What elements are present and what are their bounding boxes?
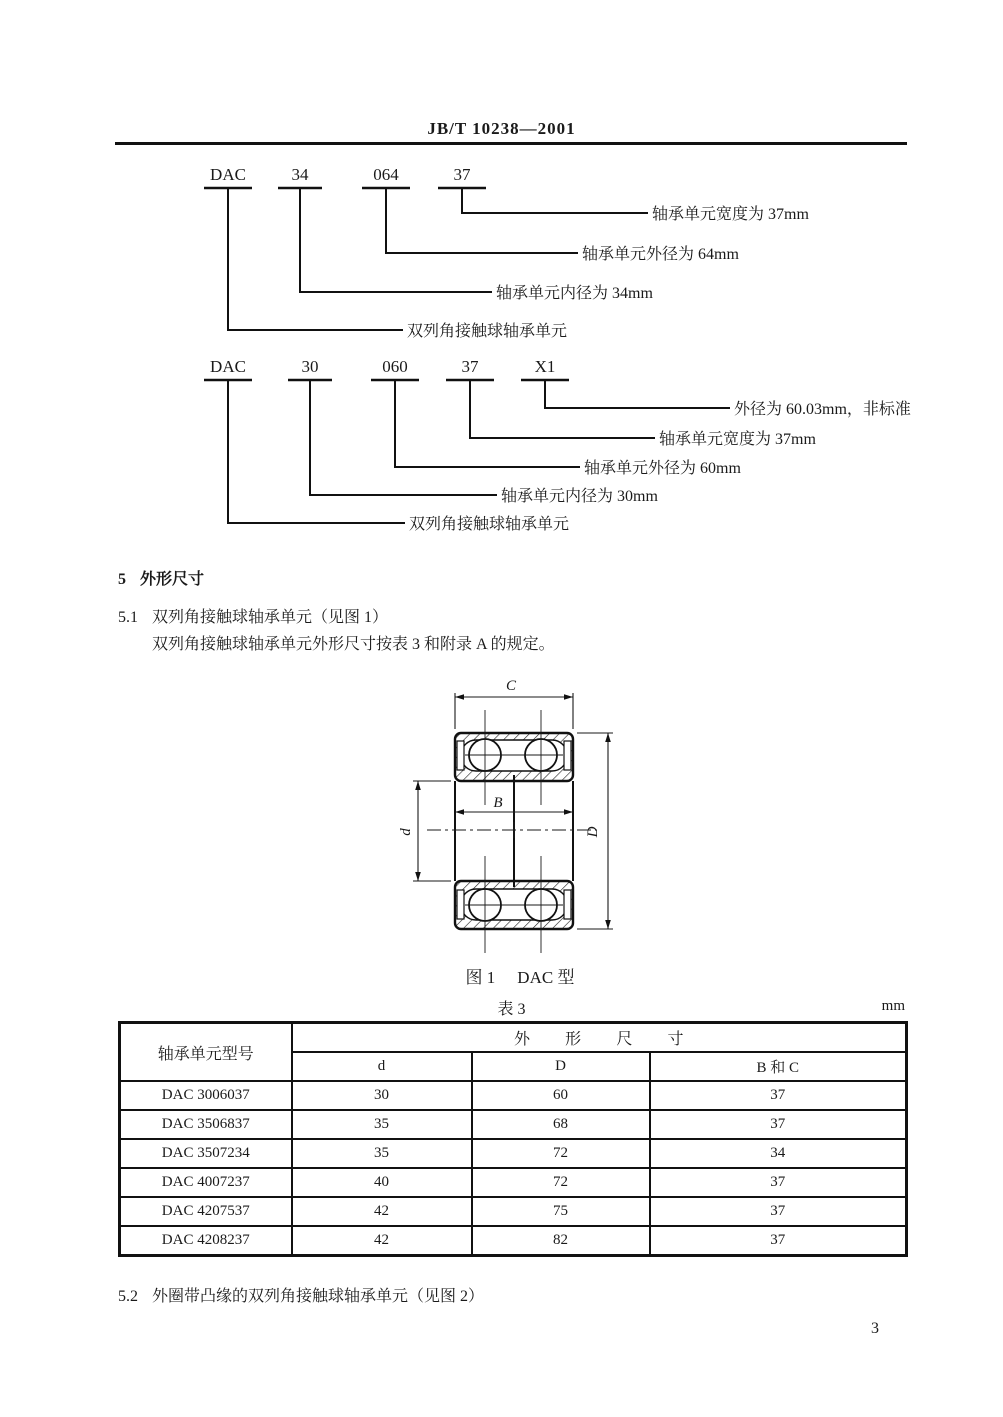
dimension-label-b: B <box>493 795 503 811</box>
figure-1-bearing-drawing <box>365 670 655 965</box>
code-token: 37 <box>461 357 479 376</box>
code-meaning-label: 轴承单元外径为 64mm <box>582 246 739 263</box>
section-5-2-heading <box>118 1283 484 1306</box>
section-number: 5 <box>118 571 126 588</box>
seal <box>457 741 464 770</box>
code-meaning-label: 轴承单元外径为 60mm <box>584 460 741 477</box>
table-row <box>120 1226 907 1256</box>
cell-D: 72 <box>472 1168 650 1197</box>
section-number: 5.2 <box>118 1288 138 1305</box>
cell-model: DAC 4007237 <box>120 1168 292 1197</box>
section-title: 外形尺寸 <box>140 571 205 588</box>
code-token: DAC <box>210 165 246 184</box>
seal <box>457 890 464 919</box>
cell-bc: 37 <box>650 1110 907 1139</box>
code-meaning-label: 双列角接触球轴承单元 <box>409 516 570 533</box>
cell-model: DAC 3006037 <box>120 1081 292 1110</box>
dimension-label-d: d <box>398 828 414 836</box>
column-header-bc: B 和 C <box>650 1052 907 1081</box>
code-meaning-label: 轴承单元宽度为 37mm <box>652 206 809 223</box>
code-token: 060 <box>382 357 408 376</box>
code-token: X1 <box>534 357 556 376</box>
dimension-label-D: D <box>585 826 601 838</box>
table-row <box>120 1139 907 1168</box>
cell-D: 68 <box>472 1110 650 1139</box>
cell-bc: 37 <box>650 1168 907 1197</box>
seal <box>564 741 571 770</box>
cell-d: 30 <box>292 1081 472 1110</box>
table-3 <box>118 1021 908 1257</box>
column-header-d: d <box>292 1052 472 1081</box>
page-number: 3 <box>871 1320 879 1337</box>
table-row <box>120 1081 907 1110</box>
code-meaning-label: 轴承单元内径为 30mm <box>501 488 658 505</box>
cell-d: 40 <box>292 1168 472 1197</box>
cell-D: 75 <box>472 1197 650 1226</box>
dimension-label-c: C <box>505 678 517 694</box>
section-number: 5.1 <box>118 609 138 626</box>
table-row <box>120 1168 907 1197</box>
cell-D: 72 <box>472 1139 650 1168</box>
code-token: 064 <box>373 165 399 184</box>
figure-1-caption <box>380 963 660 988</box>
cell-d: 35 <box>292 1139 472 1168</box>
code-token: 37 <box>453 165 471 184</box>
cell-model: DAC 3506837 <box>120 1110 292 1139</box>
section-5-1-body: 双列角接触球轴承单元外形尺寸按表 3 和附录 A 的规定。 <box>152 636 555 653</box>
code-token: DAC <box>210 357 246 376</box>
figure-number: 图 1 <box>465 968 496 987</box>
code-meaning-label: 外径为 60.03mm，非标准 <box>734 401 911 418</box>
section-title: 外圈带凸缘的双列角接触球轴承单元（见图 2） <box>152 1288 485 1305</box>
cell-model: DAC 4207537 <box>120 1197 292 1226</box>
cell-model: DAC 4208237 <box>120 1226 292 1256</box>
column-group-header-dimensions: 外形尺寸 <box>292 1023 907 1053</box>
code-token: 30 <box>301 357 319 376</box>
code-meaning-label: 轴承单元内径为 34mm <box>496 285 653 302</box>
table-row <box>120 1110 907 1139</box>
cell-D: 82 <box>472 1226 650 1256</box>
table-3-caption: 表 3 <box>497 1001 526 1018</box>
column-header-D: D <box>472 1052 650 1081</box>
code-token: 34 <box>291 165 309 184</box>
designation-diagram-2 <box>0 350 1003 540</box>
seal <box>564 890 571 919</box>
section-5-1-heading <box>118 604 388 627</box>
standard-number: JB/T 10238—2001 <box>427 119 576 138</box>
cell-d: 35 <box>292 1110 472 1139</box>
code-meaning-label: 双列角接触球轴承单元 <box>407 323 568 340</box>
table-row <box>120 1197 907 1226</box>
cell-d: 42 <box>292 1226 472 1256</box>
code-meaning-label: 轴承单元宽度为 37mm <box>659 431 816 448</box>
cell-bc: 37 <box>650 1197 907 1226</box>
cell-bc: 34 <box>650 1139 907 1168</box>
table-3-unit: mm <box>881 998 905 1014</box>
cell-model: DAC 3507234 <box>120 1139 292 1168</box>
header-rule <box>115 142 907 145</box>
section-5-heading <box>118 566 204 589</box>
figure-type: DAC 型 <box>517 968 575 987</box>
cell-bc: 37 <box>650 1226 907 1256</box>
cell-bc: 37 <box>650 1081 907 1110</box>
cell-d: 42 <box>292 1197 472 1226</box>
cell-D: 60 <box>472 1081 650 1110</box>
section-title: 双列角接触球轴承单元（见图 1） <box>152 609 389 626</box>
column-header-model: 轴承单元型号 <box>120 1023 292 1082</box>
